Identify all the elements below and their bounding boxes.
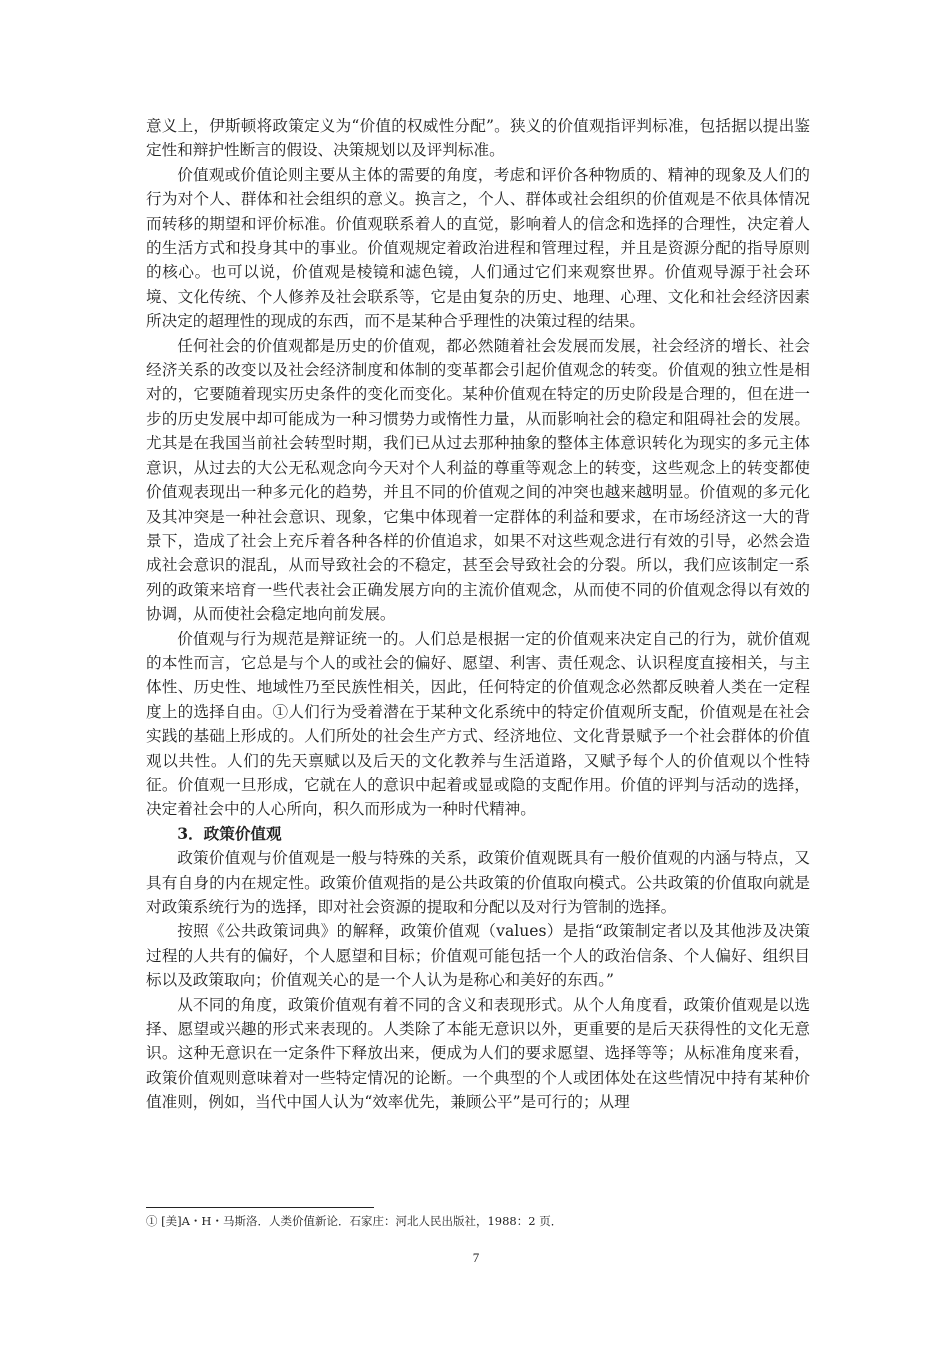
document-body [146,114,810,1115]
footnote: ① [美]A・H・马斯洛．人类价值新论．石家庄：河北人民出版社，1988：2 页． [146,1214,563,1228]
footnote-divider [146,1207,374,1208]
paragraph-5: 政策价值观与价值观是一般与特殊的关系，政策价值观既具有一般价值观的内涵与特点，又具有自身的内在规定性。政策价值观指的是公共政策的价值取向模式。公共政策的价值取向就是对政策系统行为的选择，即对社会资源的提取和分配以及对行为管制的选择。 [146,849,810,916]
paragraph-4: 价值观与行为规范是辩证统一的。人们总是根据一定的价值观来决定自己的行为，就价值观的本性而言，它总是与个人的或社会的偏好、愿望、利害、责任观念、认识程度直接相关，与主体性、历史性、地域性乃至民族性相关，因此，任何特定的价值观念必然都反映着人类在一定程度上的选择自由。①人们行为受着潜在于某种文化系统中的特定价值观所支配，价值观是在社会实践的基础上形成的。人们所处的社会生产方式、经济地位、文化背景赋予一个社会群体的价值观以共性。人们的先天禀赋以及后天的文化教养与生活道路，又赋予每个人的价值观以个性特征。价值观一旦形成，它就在人的意识中起着或显或隐的支配作用。价值的评判与活动的选择，决定着社会中的人心所向，积久而形成为一种时代精神。 [146,629,810,819]
paragraph-3: 任何社会的价值观都是历史的价值观，都必然随着社会发展而发展，社会经济的增长、社会经济关系的改变以及社会经济制度和体制的变革都会引起价值观念的转变。价值观的独立性是相对的，它要随着现实历史条件的变化而变化。某种价值观在特定的历史阶段是合理的，但在进一步的历史发展中却可能成为一种习惯势力或惰性力量，从而影响社会的稳定和阻碍社会的发展。尤其是在我国当前社会转型时期，我们已从过去那种抽象的整体主体意识转化为现实的多元主体意识，从过去的大公无私观念向今天对个人利益的尊重等观念上的转变，这些观念上的转变都使价值观表现出一种多元化的趋势，并且不同的价值观之间的冲突也越来越明显。价值观的多元化及其冲突是一种社会意识、现象，它集中体现着一定群体的利益和要求，在市场经济这一大的背景下，造成了社会上充斥着各种各样的价值追求，如果不对这些观念进行有效的引导，必然会造成社会意识的混乱，从而导致社会的不稳定，甚至会导致社会的分裂。所以，我们应该制定一系列的政策来培育一些代表社会正确发展方向的主流价值观念，从而使不同的价值观念得以有效的协调，从而使社会稳定地向前发展。 [146,336,810,624]
section-heading: 3．政策价值观 [177,823,282,843]
paragraph-6: 按照《公共政策词典》的解释，政策价值观（values）是指“政策制定者以及其他涉及决策过程的人共有的偏好，个人愿望和目标；价值观可能包括一个人的政治信条、个人偏好、组织目标以及政策取向；价值观关心的是一个人认为是称心和美好的东西。” [146,922,810,990]
paragraph-2: 价值观或价值论则主要从主体的需要的角度，考虑和评价各种物质的、精神的现象及人们的行为对个人、群体和社会组织的意义。换言之，个人、群体或社会组织的价值观是不依具体情况而转移的期望和评价标准。价值观联系着人的直觉，影响着人的信念和选择的合理性，决定着人的生活方式和投身其中的事业。价值观规定着政治进程和管理过程，并且是资源分配的指导原则的核心。也可以说，价值观是棱镜和滤色镜，人们通过它们来观察世界。价值观导源于社会环境、文化传统、个人修养及社会联系等，它是由复杂的历史、地理、心理、文化和社会经济因素所决定的超理性的现成的东西，而不是某种合乎理性的决策过程的结果。 [146,165,810,331]
page-number: 7 [472,1250,480,1265]
paragraph-1: 意义上，伊斯顿将政策定义为“价值的权威性分配”。狭义的价值观指评判标准，包括据以提出鉴定性和辩护性断言的假设、决策规划以及评判标准。 [146,117,810,160]
paragraph-7: 从不同的角度，政策价值观有着不同的含义和表现形式。从个人角度看，政策价值观是以选择、愿望或兴趣的形式来表现的。人类除了本能无意识以外，更重要的是后天获得性的文化无意识。这种无意识在一定条件下释放出来，便成为人们的要求愿望、选择等等；从标准角度来看，政策价值观则意味着对一些特定情况的论断。一个典型的个人或团体处在这些情况中持有某种价值准则，例如，当代中国人认为“效率优先，兼顾公平”是可行的；从理 [146,995,810,1112]
